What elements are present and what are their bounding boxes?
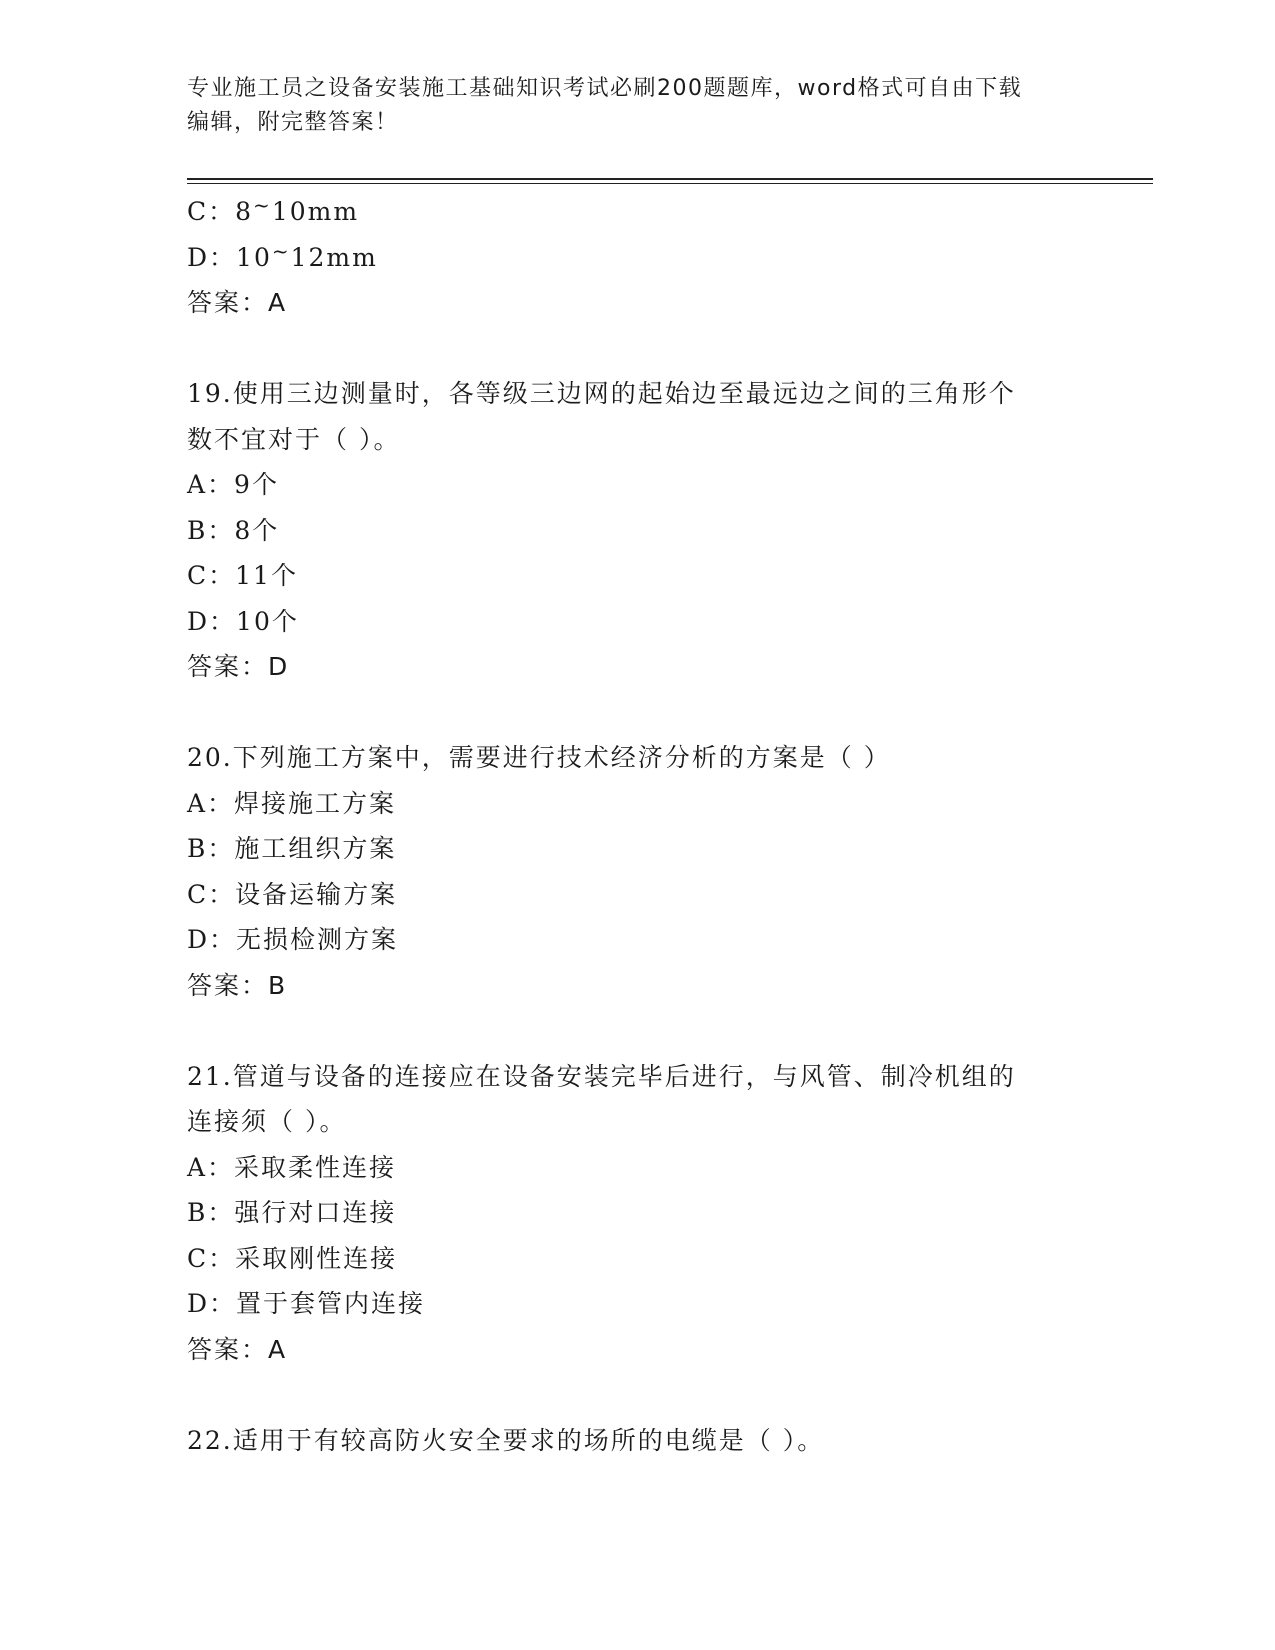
document-header — [187, 72, 1087, 140]
q19-option-a: A：9个 — [187, 470, 279, 499]
q20-option-b: B：施工组织方案 — [187, 834, 397, 863]
q21-option-b: B：强行对口连接 — [187, 1198, 397, 1227]
q19-option-d: D：10个 — [187, 606, 299, 636]
q22-stem-line-1: 22.适用于有较高防火安全要求的场所的电缆是（ ）。 — [187, 1425, 825, 1455]
q21-option-a: A：采取柔性连接 — [187, 1152, 397, 1182]
prev-answer: 答案：A — [187, 288, 288, 317]
header-title-line-1: 专业施工员之设备安装施工基础知识考试必刷200题题库，word格式可自由下载 — [187, 76, 1023, 101]
q21-option-c: C：采取刚性连接 — [187, 1243, 398, 1273]
document-body — [187, 189, 1087, 1463]
q20-answer: 答案：B — [187, 970, 288, 1000]
q19-stem-line-1: 19.使用三边测量时，各等级三边网的起始边至最远边之间的三角形个 — [187, 379, 1016, 408]
q19-stem-line-2: 数不宜对于（ ）。 — [187, 424, 401, 454]
q19-option-b: B：8个 — [187, 515, 280, 545]
q19-option-c: C：11个 — [187, 561, 298, 590]
header-title-line-2: 编辑，附完整答案！ — [187, 110, 399, 135]
q20-stem-line-1: 20.下列施工方案中，需要进行技术经济分析的方案是（ ） — [187, 743, 891, 772]
header-rule-thin — [187, 183, 1153, 184]
q20-option-c: C：设备运输方案 — [187, 879, 398, 909]
q20-option-d: D：无损检测方案 — [187, 925, 399, 954]
q21-stem-line-1: 21.管道与设备的连接应在设备安装完毕后进行，与风管、制冷机组的 — [187, 1061, 1016, 1091]
q21-option-d: D：置于套管内连接 — [187, 1289, 426, 1318]
prev-option-c: C：8~10mm — [187, 193, 360, 226]
q21-stem-line-2: 连接须（ ）。 — [187, 1107, 347, 1136]
q20-option-a: A：焊接施工方案 — [187, 788, 397, 818]
q21-answer: 答案：A — [187, 1334, 288, 1364]
prev-option-d: D：10~12mm — [187, 238, 378, 272]
header-rule-thick — [187, 178, 1153, 180]
q19-answer: 答案：D — [187, 652, 290, 681]
